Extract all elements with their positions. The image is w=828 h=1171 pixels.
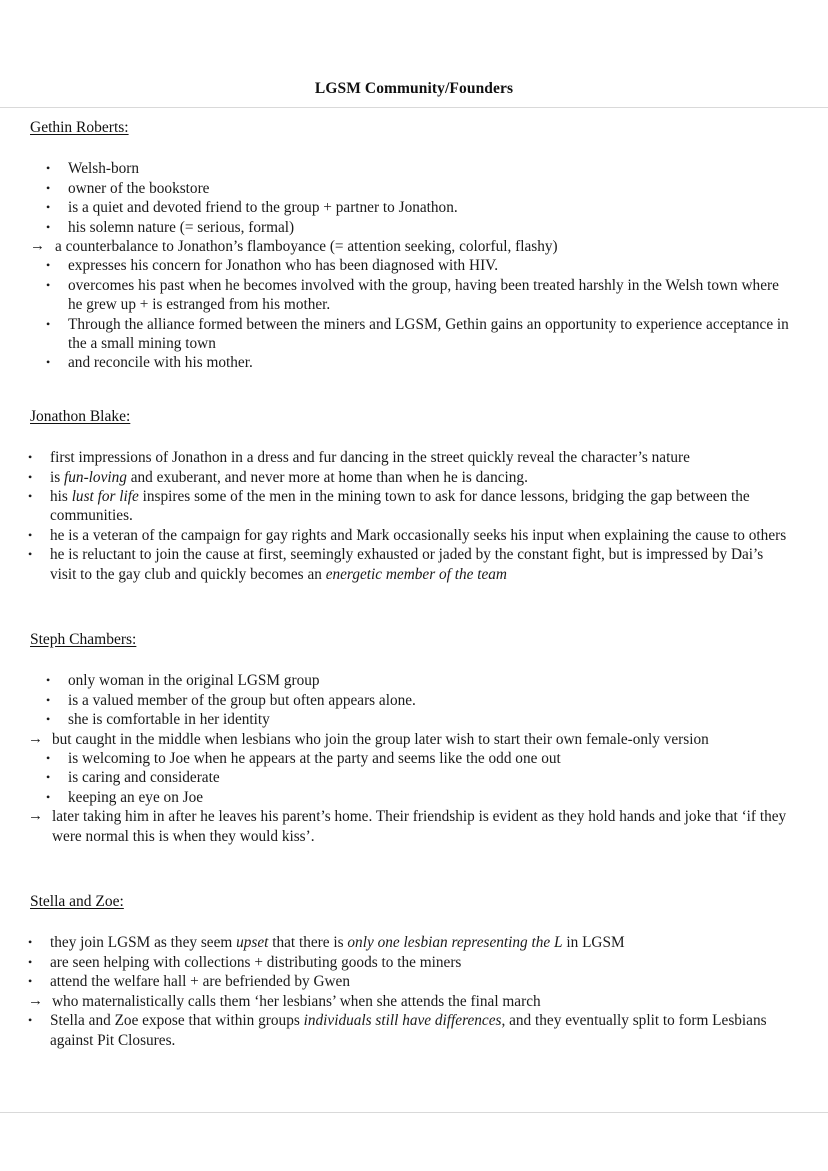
bullet-icon: • (28, 489, 33, 504)
arrow-icon: → (30, 238, 45, 254)
list-item-text: she is comfortable in her identity (68, 711, 270, 729)
bullet-icon: • (46, 258, 51, 273)
list-item (0, 256, 828, 275)
bullet-icon: • (28, 450, 33, 465)
arrow-note (0, 992, 828, 1011)
section (0, 407, 828, 630)
bullet-list (0, 671, 828, 846)
list-item (0, 353, 828, 372)
list-item-text: is welcoming to Joe when he appears at the party and seems like the odd one out (68, 750, 561, 768)
spacer (0, 911, 828, 933)
list-item-text: expresses his concern for Jonathon who has been diagnosed with HIV. (68, 257, 499, 275)
bullet-icon: • (28, 527, 33, 542)
list-item (0, 198, 828, 217)
spacer (0, 373, 828, 407)
list-item-text: Through the alliance formed between the miners and LGSM, Gethin gains an opportunity to experience acceptance in the a small mining town (68, 315, 789, 353)
list-item (0, 468, 828, 487)
list-item (0, 1011, 828, 1050)
bullet-icon: • (46, 180, 51, 195)
list-item (0, 953, 828, 972)
section (0, 630, 828, 892)
list-item-text: first impressions of Jonathon in a dress and fur dancing in the street quickly reveal the character’s nature (50, 449, 690, 467)
bullet-icon: • (28, 954, 33, 969)
arrow-note (0, 730, 828, 749)
page-title: LGSM Community/Founders (314, 80, 514, 97)
bullet-icon: • (28, 1013, 33, 1028)
list-item (0, 179, 828, 198)
bullet-list (0, 448, 828, 584)
arrow-icon: → (28, 808, 43, 825)
list-item (0, 315, 828, 354)
list-item (0, 933, 828, 952)
list-item-text: Stella and Zoe expose that within groups individuals still have differences, and they eventually split to form Lesbians against Pit Closures. (50, 1012, 767, 1049)
section-heading: Stella and Zoe: (30, 893, 124, 911)
document-body (0, 118, 828, 1084)
spacer (0, 649, 828, 671)
bullet-icon: • (46, 316, 51, 331)
list-item (0, 448, 828, 467)
bullet-icon: • (46, 692, 51, 707)
list-item (0, 710, 828, 729)
spacer (0, 426, 828, 448)
list-item (0, 691, 828, 710)
list-item-text: is a valued member of the group but often appears alone. (68, 691, 416, 709)
spacer (0, 1050, 828, 1084)
list-item-text: he is reluctant to join the cause at first, seemingly exhausted or jaded by the constant fight, but is impressed by Dai’s visit to the gay club and quickly becomes an energetic member of the team (50, 546, 764, 583)
section (0, 892, 828, 1084)
list-item-text: owner of the bookstore (68, 179, 210, 197)
bullet-list (0, 933, 828, 1049)
list-item (0, 487, 828, 526)
bullet-icon: • (46, 219, 51, 234)
list-item-text: is caring and considerate (68, 769, 220, 787)
section-heading: Gethin Roberts: (30, 119, 129, 136)
list-item-text: keeping an eye on Joe (68, 788, 204, 806)
list-item-text: are seen helping with collections + distributing goods to the miners (50, 953, 462, 971)
list-item-text: attend the welfare hall + are befriended by Gwen (50, 973, 350, 991)
bullet-icon: • (46, 673, 51, 688)
arrow-note (0, 807, 828, 846)
arrow-icon: → (28, 730, 43, 747)
list-item-text: is a quiet and devoted friend to the group + partner to Jonathon. (68, 199, 458, 217)
bullet-icon: • (46, 751, 51, 766)
arrow-icon: → (28, 992, 43, 1009)
list-item-text: Welsh-born (68, 160, 139, 178)
list-item (0, 972, 828, 991)
bullet-icon: • (28, 547, 33, 562)
bullet-icon: • (28, 935, 33, 950)
spacer (0, 137, 828, 159)
list-item-text: his solemn nature (= serious, formal) (68, 218, 295, 236)
list-item (0, 788, 828, 807)
list-item-text: only woman in the original LGSM group (68, 672, 320, 690)
arrow-note-text: but caught in the middle when lesbians who join the group later wish to start their own female-only version (52, 730, 709, 748)
section-heading: Steph Chambers: (30, 631, 137, 649)
bullet-icon: • (28, 974, 33, 989)
bullet-icon: • (46, 200, 51, 215)
list-item-text: they join LGSM as they seem upset that there is only one lesbian representing the L in LGSM (50, 934, 625, 952)
document-header (0, 80, 828, 98)
list-item-text: is fun-loving and exuberant, and never more at home than when he is dancing. (50, 468, 528, 486)
bullet-icon: • (28, 469, 33, 484)
arrow-note-text: a counterbalance to Jonathon’s flamboyance (= attention seeking, colorful, flashy) (55, 238, 558, 255)
footer-divider (0, 1112, 828, 1113)
list-item (0, 768, 828, 787)
list-item (0, 671, 828, 690)
bullet-icon: • (46, 770, 51, 785)
list-item-text: and reconcile with his mother. (68, 354, 253, 372)
arrow-note-text: who maternalistically calls them ‘her lesbians’ when she attends the final march (52, 992, 541, 1010)
list-item (0, 545, 828, 584)
bullet-icon: • (46, 355, 51, 370)
list-item-text: his lust for life inspires some of the men in the mining town to ask for dance lessons, bridging the gap between the communities. (50, 488, 750, 525)
arrow-note (0, 237, 828, 256)
header-divider (0, 107, 828, 108)
list-item (0, 276, 828, 315)
list-item-text: overcomes his past when he becomes involved with the group, having been treated harshly in the Welsh town where he grew up + is estranged from his mother. (68, 276, 779, 314)
list-item (0, 159, 828, 178)
spacer (0, 584, 828, 630)
bullet-list (0, 159, 828, 372)
list-item (0, 749, 828, 768)
section-heading: Jonathon Blake: (30, 407, 131, 425)
list-item (0, 526, 828, 545)
bullet-icon: • (46, 712, 51, 727)
list-item (0, 218, 828, 237)
spacer (0, 846, 828, 892)
bullet-icon: • (46, 161, 51, 176)
bullet-icon: • (46, 789, 51, 804)
list-item-text: he is a veteran of the campaign for gay rights and Mark occasionally seeks his input when explaining the cause to others (50, 526, 787, 544)
section (0, 118, 828, 407)
arrow-note-text: later taking him in after he leaves his parent’s home. Their friendship is evident as they hold hands and joke that ‘if they were normal this is when they would kiss’. (52, 808, 787, 845)
bullet-icon: • (46, 277, 51, 292)
